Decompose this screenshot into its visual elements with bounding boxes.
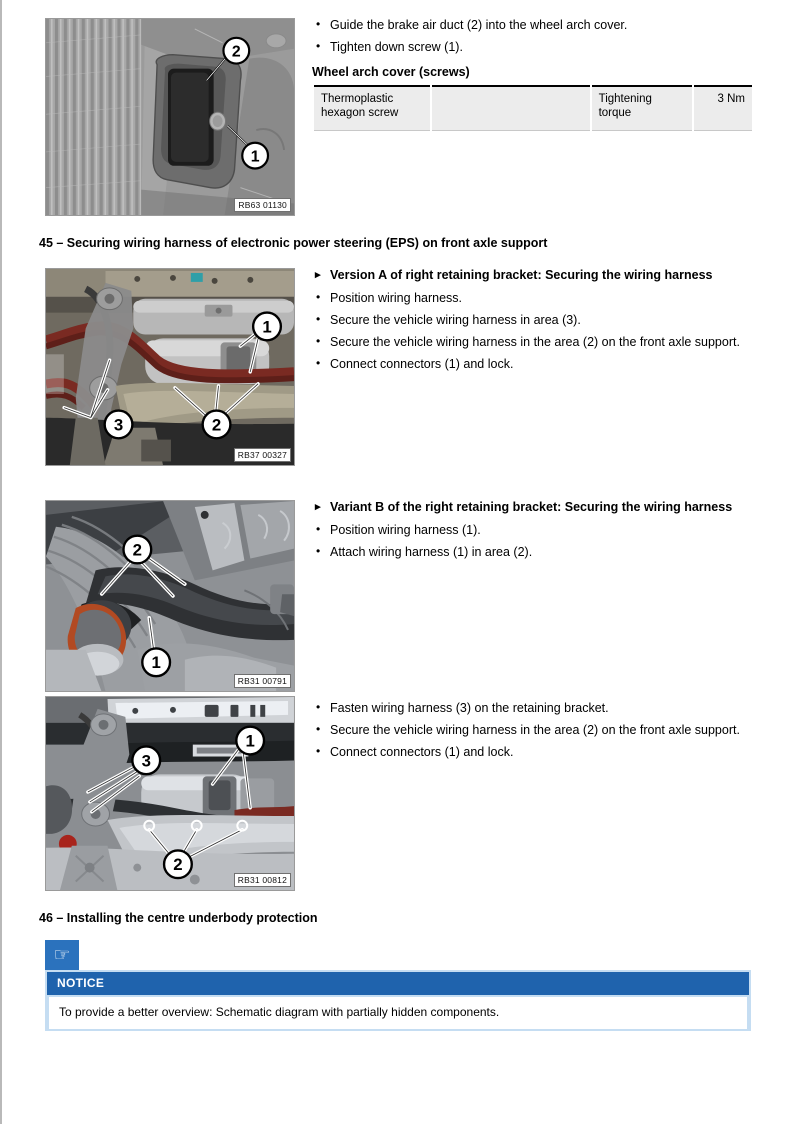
list-item: • Position wiring harness (1). bbox=[312, 523, 754, 538]
figure-variant-b-upper bbox=[45, 500, 295, 692]
notice-icon-tab bbox=[45, 940, 79, 970]
figure-3-caption: RB31 00791 bbox=[234, 674, 291, 688]
svg-text:3: 3 bbox=[113, 415, 124, 435]
table-row bbox=[313, 86, 753, 131]
figure-column-3 bbox=[45, 500, 295, 692]
figure-1-callouts bbox=[46, 19, 294, 215]
svg-text:3: 3 bbox=[141, 751, 151, 771]
text-column-2 bbox=[312, 268, 754, 379]
page-bottom-spacer bbox=[2, 1031, 794, 1037]
subheading-variant-b: ▸ Variant B of the right retaining bracket: Securing the wiring harness bbox=[312, 500, 754, 515]
figure-column-1 bbox=[45, 18, 295, 216]
content-row-2 bbox=[2, 268, 794, 466]
svg-text:2: 2 bbox=[132, 540, 143, 560]
content-row-4 bbox=[2, 696, 794, 891]
list-item: • Secure the vehicle wiring harness in area (3). bbox=[312, 313, 754, 328]
list-item: • Guide the brake air duct (2) into the wheel arch cover. bbox=[312, 18, 754, 33]
torque-table bbox=[312, 85, 754, 131]
figure-4-callouts bbox=[46, 697, 294, 890]
svg-text:2: 2 bbox=[173, 855, 183, 875]
notice-frame bbox=[45, 970, 751, 1031]
figure-3-callouts bbox=[46, 501, 294, 691]
list-item: • Secure the vehicle wiring harness in the area (2) on the front axle support. bbox=[312, 723, 754, 738]
notice-text: To provide a better overview: Schematic diagram with partially hidden components. bbox=[49, 997, 747, 1029]
list-item: • Secure the vehicle wiring harness in the area (2) on the front axle support. bbox=[312, 335, 754, 350]
list-item: • Connect connectors (1) and lock. bbox=[312, 745, 754, 760]
svg-text:2: 2 bbox=[211, 415, 222, 435]
figure-4-caption: RB31 00812 bbox=[234, 873, 291, 887]
notice-title: NOTICE bbox=[47, 972, 749, 995]
list-item: • Fasten wiring harness (3) on the retaining bracket. bbox=[312, 701, 754, 716]
bullet-list-variant-b-2 bbox=[312, 701, 754, 760]
subheading-version-a: ▸ Version A of right retaining bracket: Securing the wiring harness bbox=[312, 268, 754, 283]
figure-column-4 bbox=[45, 696, 295, 891]
svg-text:1: 1 bbox=[151, 653, 161, 673]
content-row-3 bbox=[2, 500, 794, 692]
figure-2-callouts bbox=[46, 269, 294, 465]
pointing-hand-icon: ☞ bbox=[53, 944, 71, 966]
svg-text:1: 1 bbox=[250, 148, 260, 166]
content-row-1 bbox=[2, 0, 794, 216]
list-item: • Attach wiring harness (1) in area (2). bbox=[312, 545, 754, 560]
table-title: Wheel arch cover (screws) bbox=[312, 65, 470, 79]
table-cell-spec-label: Tightening torque bbox=[591, 86, 693, 131]
text-column-3 bbox=[312, 500, 754, 567]
svg-text:2: 2 bbox=[231, 43, 241, 61]
notice-block bbox=[45, 940, 751, 1031]
figure-2-caption: RB37 00327 bbox=[234, 448, 291, 462]
figure-variant-b-lower bbox=[45, 696, 295, 891]
text-column-4 bbox=[312, 696, 754, 767]
list-item: • Tighten down screw (1). bbox=[312, 40, 754, 55]
section-heading-45: 45 – Securing wiring harness of electronic power steering (EPS) on front axle support bbox=[39, 236, 548, 250]
table-cell-component: Thermoplastic hexagon screw bbox=[313, 86, 431, 131]
figure-wheel-arch-cover bbox=[45, 18, 295, 216]
section-heading-46: 46 – Installing the centre underbody protection bbox=[39, 911, 318, 925]
table-cell-blank bbox=[431, 86, 591, 131]
figure-column-2 bbox=[45, 268, 295, 466]
svg-text:1: 1 bbox=[262, 317, 272, 337]
list-item: • Position wiring harness. bbox=[312, 291, 754, 306]
list-item: • Connect connectors (1) and lock. bbox=[312, 357, 754, 372]
table-cell-value: 3 Nm bbox=[693, 86, 753, 131]
svg-text:1: 1 bbox=[245, 731, 255, 751]
text-column-1 bbox=[312, 18, 754, 131]
bullet-list-block1 bbox=[312, 18, 754, 55]
bullet-list-variant-b bbox=[312, 523, 754, 560]
bullet-list-version-a bbox=[312, 291, 754, 372]
figure-eps-version-a bbox=[45, 268, 295, 466]
figure-1-caption: RB63 01130 bbox=[234, 198, 291, 212]
